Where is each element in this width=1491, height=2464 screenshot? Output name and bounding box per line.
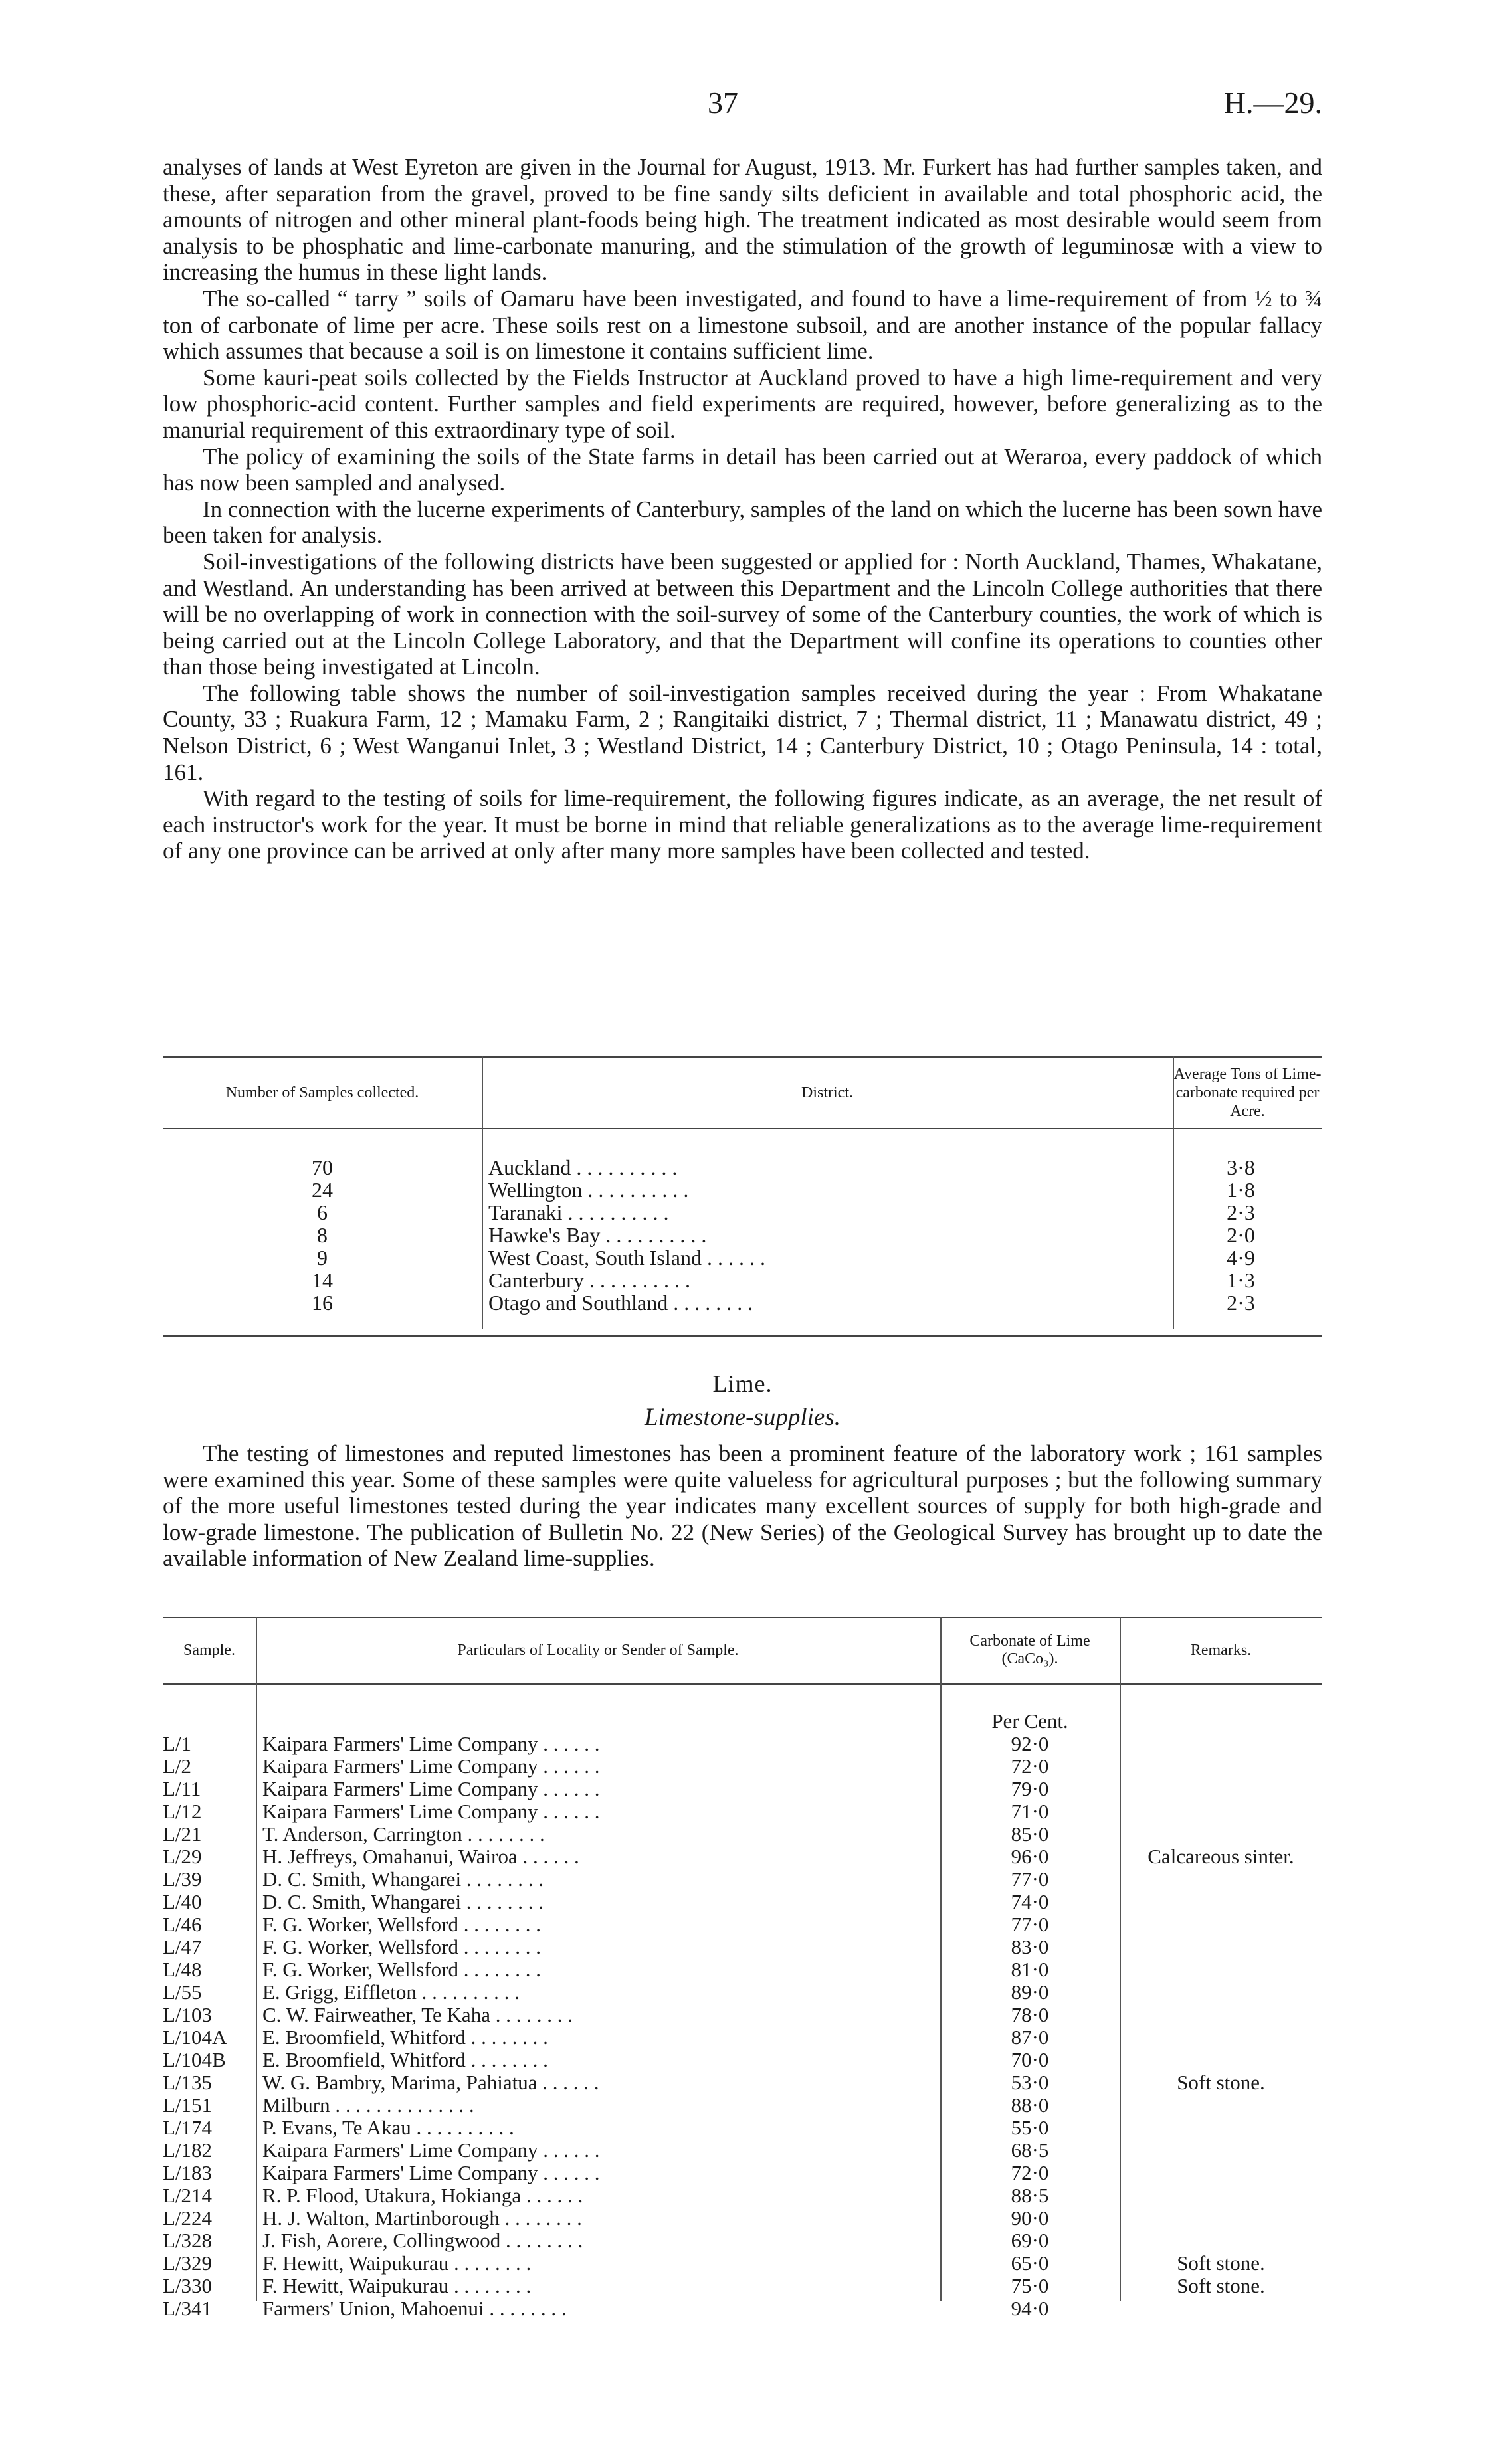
table-rule: [163, 1683, 1322, 1685]
table-row: L/40 D. C. Smith, Whangarei . . . . . . . . 74·0: [163, 1890, 1049, 1913]
table-row: 9 West Coast, South Island . . . . . . 4·9: [317, 1246, 1255, 1270]
table-row: L/21 T. Anderson, Carrington . . . . . . . . 85·0: [163, 1822, 1049, 1846]
table-row: L/328 J. Fish, Aorere, Collingwood . . . . . . . . 69·0: [163, 2229, 1049, 2252]
table-row: L/1 Kaipara Farmers' Lime Company . . . . . . 92·0: [163, 1732, 1049, 1755]
table-row: L/151 Milburn . . . . . . . . . . . . . . 88·0: [163, 2093, 1049, 2117]
table-row: L/135 W. G. Bambry, Marima, Pahiatua . . . . . . 53·0 Soft stone.: [163, 2071, 1265, 2094]
table-rule: [163, 1335, 1322, 1337]
table-row: L/341 Farmers' Union, Mahoenui . . . . . . . . 94·0: [163, 2297, 1049, 2320]
table-row: L/29 H. Jeffreys, Omahanui, Wairoa . . . . . . 96·0 Calcareous sinter.: [163, 1845, 1294, 1868]
section-subtitle: Limestone-supplies.: [645, 1404, 841, 1431]
table-row: L/330 F. Hewitt, Waipukurau . . . . . . . . 75·0 Soft stone.: [163, 2274, 1265, 2297]
table-row: L/329 F. Hewitt, Waipukurau . . . . . . . . 65·0 Soft stone.: [163, 2251, 1265, 2275]
table-row: L/174 P. Evans, Te Akau . . . . . . . . . . 55·0: [163, 2116, 1049, 2139]
table-row: 70 Auckland . . . . . . . . . . 3·8: [312, 1155, 1255, 1179]
table-row: 14 Canterbury . . . . . . . . . . 1·3: [312, 1268, 1255, 1292]
paragraph: analyses of lands at West Eyreton are given in the Journal for August, 1913. Mr. Furkert has had further samples taken, and these, after separation from the gravel, proved to be fine sandy silts deficient in available and total phosphoric acid, the amounts of nitrogen and other mineral plant-foods being high. The treatment indicated as most desirable would seem from analysis to be phosphatic and lime-carbonate manuring, and the stimulation of the growth of leguminosæ with a view to increasing the humus in these light lands.: [163, 154, 1322, 286]
table-row: L/11 Kaipara Farmers' Lime Company . . . . . . 79·0: [163, 1777, 1049, 1800]
table-row: 6 Taranaki . . . . . . . . . . 2·3: [317, 1200, 1255, 1224]
table-row: L/104A E. Broomfield, Whitford . . . . . . . . 87·0: [163, 2026, 1049, 2049]
table-row: L/182 Kaipara Farmers' Lime Company . . . . . . 68·5: [163, 2138, 1049, 2162]
paragraph: Some kauri-peat soils collected by the Fields Instructor at Auckland proved to have a high lime-requirement and very low phosphoric-acid content. Further samples and field experiments are required, however, before generalizing as to the manurial requirement of this extraordinary type of soil.: [163, 364, 1322, 443]
table-rule: [163, 1128, 1322, 1129]
lime-text: [163, 1440, 1322, 1572]
paragraph: The following table shows the number of soil-investigation samples received during the year : From Whakatane County, 33 ; Ruakura Farm, 12 ; Mamaku Farm, 2 ; Rangitaiki district, 7 ; Thermal district, 11 ; Manawatu district, 49 ; Nelson District, 6 ; West Wanganui Inlet, 3 ; Westland District, 14 ; Canterbury District, 10 ; Otago Peninsula, 14 : total, 161.: [163, 680, 1322, 785]
section-title: Lime.: [712, 1371, 773, 1397]
table-rule: [163, 1056, 1322, 1058]
header-sample: Sample.: [183, 1641, 235, 1659]
table-row: L/183 Kaipara Farmers' Lime Company . . . . . . 72·0: [163, 2161, 1049, 2184]
table-row: 16 Otago and Southland . . . . . . . . 2·3: [312, 1291, 1255, 1315]
table-row: L/103 C. W. Fairweather, Te Kaha . . . . . . . . 78·0: [163, 2003, 1049, 2026]
document-code: H.—29.: [1223, 86, 1322, 120]
header-carbonate: Carbonate of Lime (CaCo₃).: [969, 1632, 1090, 1667]
paragraph: The policy of examining the soils of the State farms in detail has been carried out at Weraroa, every paddock of which has now been sampled and analysed.: [163, 443, 1322, 496]
table-row: L/2 Kaipara Farmers' Lime Company . . . . . . 72·0: [163, 1754, 1049, 1778]
unit-label: Per Cent.: [991, 1709, 1068, 1733]
table-row: L/48 F. G. Worker, Wellsford . . . . . . . . 81·0: [163, 1958, 1049, 1981]
table-row: 24 Wellington . . . . . . . . . . 1·8: [312, 1178, 1255, 1202]
paragraph: In connection with the lucerne experiments of Canterbury, samples of the land on which the lucerne has been sown have been taken for analysis.: [163, 496, 1322, 549]
table-row: L/214 R. P. Flood, Utakura, Hokianga . . . . . . 88·5: [163, 2184, 1049, 2207]
paragraph: The testing of limestones and reputed limestones has been a prominent feature of the laboratory work ; 161 samples were examined this year. Some of these samples were quite valueless for agricultural purposes ; but the following summary of the more useful limestones tested during the year indicates many excellent sources of supply for both high-grade and low-grade limestone. The publication of Bulletin No. 22 (New Series) of the Geological Survey has brought up to date the available information of New Zealand lime-supplies.: [163, 1440, 1322, 1572]
table-row: 8 Hawke's Bay . . . . . . . . . . 2·0: [317, 1223, 1255, 1247]
table-row: L/55 E. Grigg, Eiffleton . . . . . . . . . . 89·0: [163, 1980, 1049, 2004]
paragraph: The so-called “ tarry ” soils of Oamaru have been investigated, and found to have a lime-requirement of from ½ to ¾ ton of carbonate of lime per acre. These soils rest on a limestone subsoil, and are another instance of the popular fallacy which assumes that because a soil is on limestone it contains sufficient lime.: [163, 285, 1322, 365]
unit-row: [163, 1710, 1322, 1733]
header-samples: Number of Samples collected.: [225, 1084, 419, 1101]
table-row: L/47 F. G. Worker, Wellsford . . . . . . . . 83·0: [163, 1935, 1049, 1958]
table-row: L/104B E. Broomfield, Whitford . . . . . . . . 70·0: [163, 2048, 1049, 2071]
header-remarks: Remarks.: [1190, 1641, 1252, 1659]
table-row: L/12 Kaipara Farmers' Lime Company . . . . . . 71·0: [163, 1800, 1049, 1823]
table-row: L/46 F. G. Worker, Wellsford . . . . . . . . 77·0: [163, 1913, 1049, 1936]
table-row: L/39 D. C. Smith, Whangarei . . . . . . . . 77·0: [163, 1867, 1049, 1891]
header-tons: Average Tons of Lime-carbonate required per Acre.: [1173, 1066, 1322, 1120]
table-rule: [163, 1617, 1322, 1618]
paragraph: Soil-investigations of the following districts have been suggested or applied for : North Auckland, Thames, Whakatane, and Westland. An understanding has been arrived at between this Department and the Lincoln College authorities that there will be no overlapping of work in connection with the soil-survey of some of the Canterbury counties, the work of which is being carried out at the Lincoln College Laboratory, and that the Department will confine its operations to counties other than those being investigated at Lincoln.: [163, 548, 1322, 680]
page-number: 37: [708, 86, 738, 120]
table-row: L/224 H. J. Walton, Martinborough . . . . . . . . 90·0: [163, 2206, 1049, 2229]
header-particulars: Particulars of Locality or Sender of Sample.: [457, 1641, 739, 1659]
header-district: District.: [801, 1084, 853, 1101]
intro-text: [163, 154, 1322, 864]
page-header: [163, 85, 1322, 125]
paragraph: With regard to the testing of soils for lime-requirement, the following figures indicate, as an average, the net result of each instructor's work for the year. It must be borne in mind that reliable generalizations as to the average lime-requirement of any one province can be arrived at only after many more samples have been collected and tested.: [163, 785, 1322, 864]
